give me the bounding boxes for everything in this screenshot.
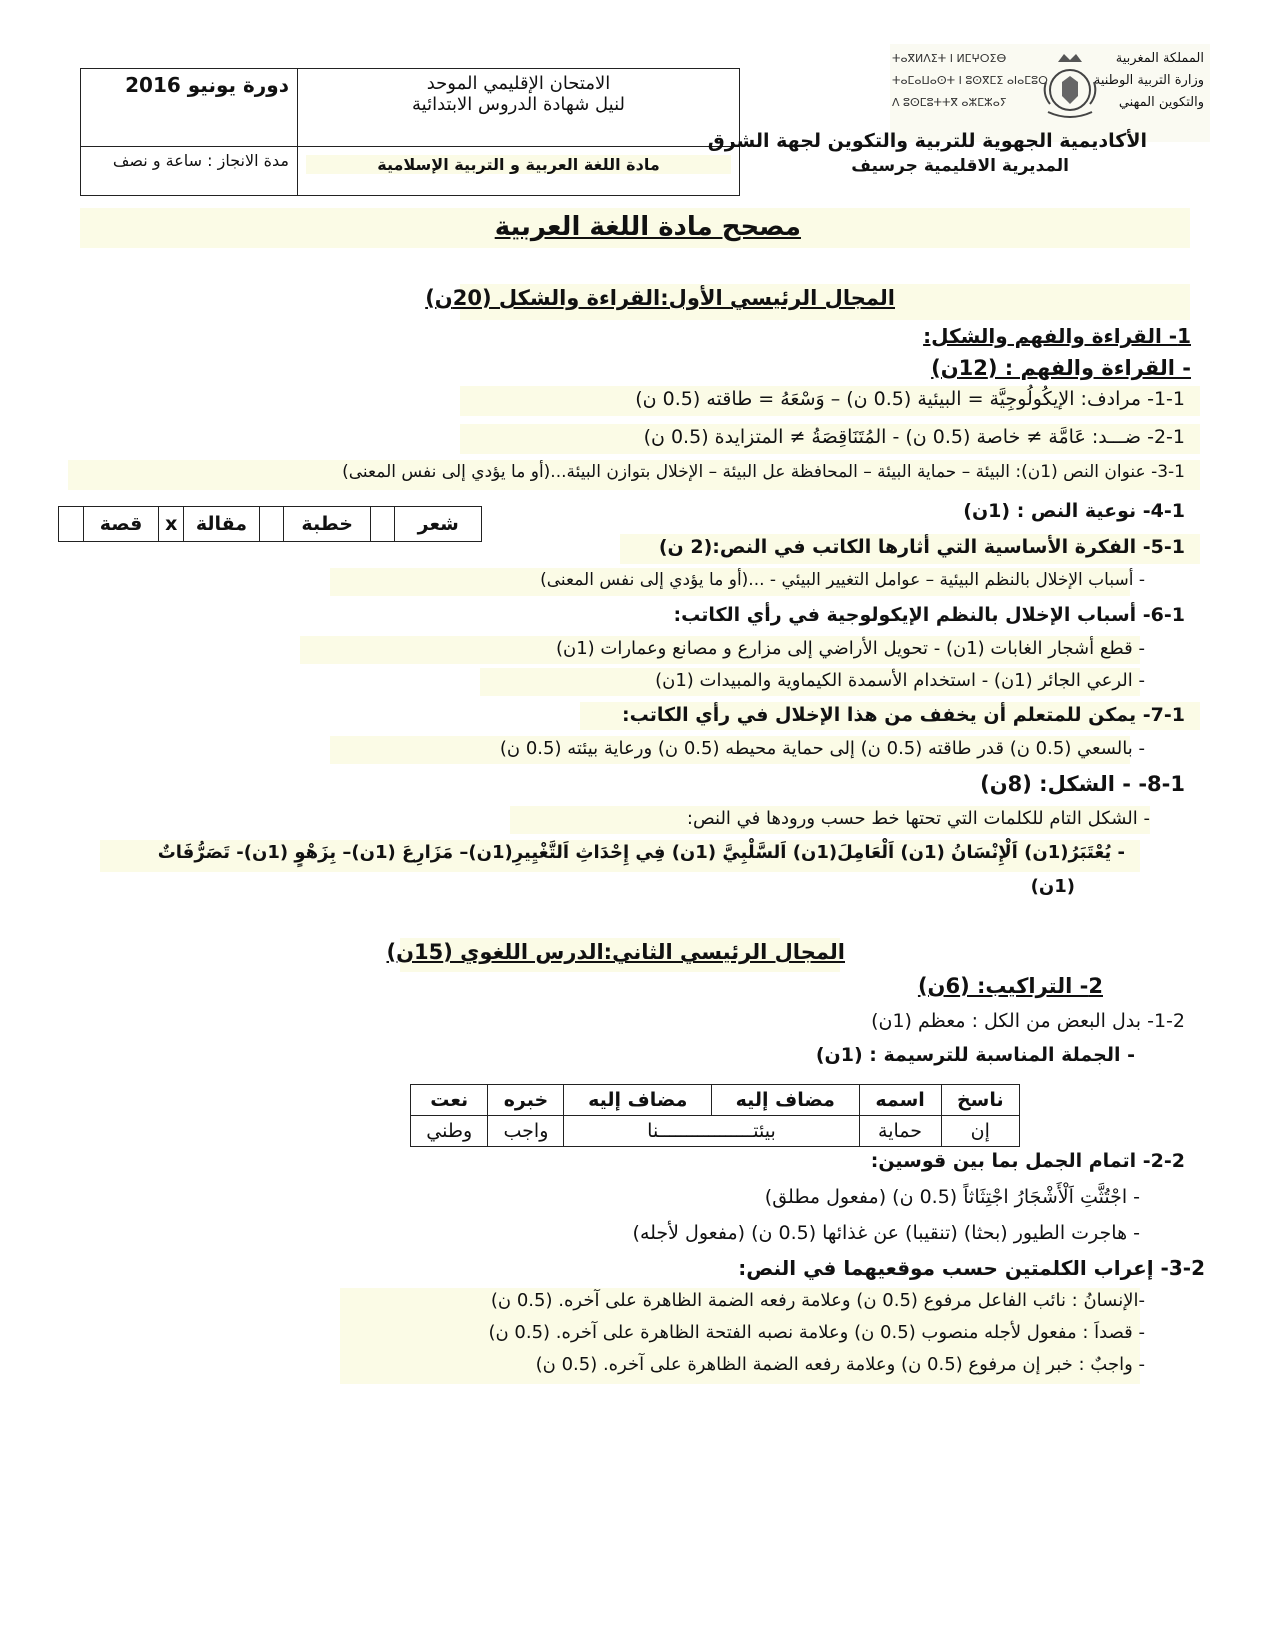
q2-2-answer-a: - اجْتُثَّتِ اَلْأَشْجَارُ اجْتِثَاثاً (0.5 ن) (مفعول مطلق) (764, 1186, 1140, 1208)
exam-line1: الامتحان الإقليمي الموحد (426, 73, 611, 94)
exam-cell (298, 69, 740, 147)
col-header: نعت (411, 1085, 488, 1116)
q5-1-main-idea: 5-1- الفكرة الأساسية التي أثارها الكاتب في النص:(2 ن) (658, 536, 1185, 558)
domain2-title: المجال الرئيسي الثاني:الدرس اللغوي (15ن) (386, 940, 845, 964)
genre-story: قصة (83, 507, 159, 542)
tifinagh-line3: ⴷ ⵓⵙⵎⵓⵜⵜⴳ ⴰⵣⵎⵣⴰⵢ (892, 96, 1007, 109)
col-header: ناسخ (941, 1085, 1019, 1116)
col-header: مضاف إليه (711, 1085, 859, 1116)
session-cell (81, 69, 298, 147)
genre-box (370, 507, 395, 542)
genre-poetry: شعر (395, 507, 482, 542)
q3-2-answer-b: - قصداَ : مفعول لأجله منصوب (0.5 ن) وعلامة نصبه الفتحة الظاهرة على آخره. (0.5 ن) (488, 1322, 1145, 1343)
subject-cell (298, 147, 740, 196)
genre-table (58, 506, 482, 542)
tifinagh-line1: ⵜⴰⴳⵍⴷⵉⵜ ⵏ ⵍⵎⵖⵔⵉⴱ (892, 52, 1007, 65)
q2-1-antonyms: 2-1- ضـــد: عَامَّة ≠ خاصة (0.5 ن) - المُتَنَاقِصَةُ ≠ المتزايدة (0.5 ن) (643, 426, 1185, 448)
q8-1-instruction: - الشكل التام للكلمات التي تحتها خط حسب ورودها في النص: (686, 808, 1150, 829)
q7-1-answer: - بالسعي (0.5 ن) قدر طاقته (0.5 ن) إلى حماية محيطه (0.5 ن) ورعاية بيئته (0.5 ن) (499, 738, 1145, 759)
genre-box (259, 507, 284, 542)
q8-1-vocalization: 8-1- - الشكل: (8ن) (980, 772, 1185, 796)
ministry-line1: المملكة المغربية (1115, 51, 1204, 66)
duration-text: مدة الانجاز : ساعة و نصف (112, 151, 289, 171)
session-text: دورة يونيو 2016 (125, 73, 289, 97)
duration-cell (81, 147, 298, 196)
q8-1-answer-end: (1ن) (1030, 876, 1075, 897)
grammar-table (410, 1084, 1020, 1147)
directorate-name: المديرية الاقليمية جرسيف (851, 156, 1069, 176)
q1-1-synonyms: 1-1- مرادف: الإيكُولُوجِيَّة = البيئية (0.5 ن) – وَسْعَهُ = طاقته (0.5 ن) (635, 388, 1185, 410)
ministry-line3: والتكوين المهني (1118, 95, 1204, 110)
tifinagh-line2: ⵜⴰⵎⴰⵡⴰⵙⵜ ⵏ ⵓⵙⴳⵎⵉ ⴰⵏⴰⵎⵓⵔ (892, 74, 1048, 87)
section1a-heading: - القراءة والفهم : (12ن) (931, 356, 1191, 380)
domain1-title: المجال الرئيسي الأول:القراءة والشكل (20ن) (425, 286, 895, 310)
page-title: مصحح مادة اللغة العربية (494, 212, 801, 242)
header-box (80, 68, 740, 196)
genre-box (59, 507, 84, 542)
tifinagh-text (892, 48, 1048, 114)
genre-check-mark: x (159, 507, 184, 542)
academy-name: الأكاديمية الجهوية للتربية والتكوين لجهة الشرق (707, 130, 1147, 152)
q7-1-mitigation: 7-1- يمكن للمتعلم أن يخفف من هذا الإخلال في رأي الكاتب: (622, 704, 1185, 726)
q8-1-answer: - يُعْتَبَرُ(1ن) اَلْإِنْسَانُ (1ن) اَلْعَامِلَ(1ن) اَلسَّلْبِيَّ (1ن) فِي إِحْدَاثِ اَلتَّغْيِيرِ(1ن)– مَزَارِعَ (1ن)– بِزَهْوٍ (1ن)- تَصَرُّفَاتٌ (157, 842, 1125, 863)
table-cell: إن (941, 1116, 1019, 1147)
col-header: مضاف إليه (564, 1085, 712, 1116)
genre-speech: خطبة (284, 507, 371, 542)
q4-1-text-type: 4-1- نوعية النص : (1ن) (963, 500, 1185, 522)
genre-article: مقالة (184, 507, 260, 542)
q3-2-answer-c: - واجبٌ : خبر إن مرفوع (0.5 ن) وعلامة رفعه الضمة الظاهرة على آخره. (0.5 ن) (535, 1354, 1145, 1375)
section1-heading: 1- القراءة والفهم والشكل: (923, 324, 1191, 348)
table-cell: حماية (859, 1116, 941, 1147)
col-header: خبره (488, 1085, 564, 1116)
ministry-text (1094, 48, 1204, 114)
col-header: اسمه (859, 1085, 941, 1116)
q2-2-completion: 2-2- اتمام الجمل بما بين قوسين: (870, 1150, 1185, 1172)
q6-1-answer-b: - الرعي الجائر (1ن) - استخدام الأسمدة الكيماوية والمبيدات (1ن) (655, 670, 1145, 691)
section2-heading: 2- التراكيب: (6ن) (917, 974, 1103, 998)
table-cell: واجب (488, 1116, 564, 1147)
table-cell: وطني (411, 1116, 488, 1147)
coat-of-arms-icon (1040, 52, 1100, 120)
q3-2-parsing: 3-2- إعراب الكلمتين حسب موقعيهما في النص: (738, 1256, 1205, 1280)
q2-2-answer-b: - هاجرت الطيور (بحثا) (تنقيبا) عن غذائها (0.5 ن) (مفعول لأجله) (632, 1222, 1140, 1244)
q1-2-sentence: - الجملة المناسبة للترسيمة : (1ن) (815, 1044, 1135, 1066)
q6-1-causes: 6-1- أسباب الإخلال بالنظم الإيكولوجية في رأي الكاتب: (673, 604, 1185, 626)
table-cell: بيئتـــــــــــــــــنا (564, 1116, 859, 1147)
exam-line2: لنيل شهادة الدروس الابتدائية (412, 94, 625, 115)
q3-1-title: 3-1- عنوان النص (1ن): البيئة – حماية البيئة – المحافظة عل البيئة – الإخلال بتوازن البيئة...(أو ما يؤدي إلى نفس المعنى) (342, 462, 1185, 482)
q6-1-answer-a: - قطع أشجار الغابات (1ن) - تحويل الأراضي إلى مزارع و مصانع وعمارات (1ن) (555, 638, 1145, 659)
q1-2-substitution: 1-2- بدل البعض من الكل : معظم (1ن) (871, 1010, 1185, 1032)
q3-2-answer-a: -الإنسانُ : نائب الفاعل مرفوع (0.5 ن) وعلامة رفعه الضمة الظاهرة على آخره. (0.5 ن) (490, 1290, 1145, 1311)
ministry-line2: وزارة التربية الوطنية (1093, 73, 1204, 88)
subject-text: مادة اللغة العربية و التربية الإسلامية (306, 155, 731, 174)
q5-1-answer: - أسباب الإخلال بالنظم البيئية – عوامل التغيير البيئي - ...(أو ما يؤدي إلى نفس المعنى) (540, 570, 1145, 590)
